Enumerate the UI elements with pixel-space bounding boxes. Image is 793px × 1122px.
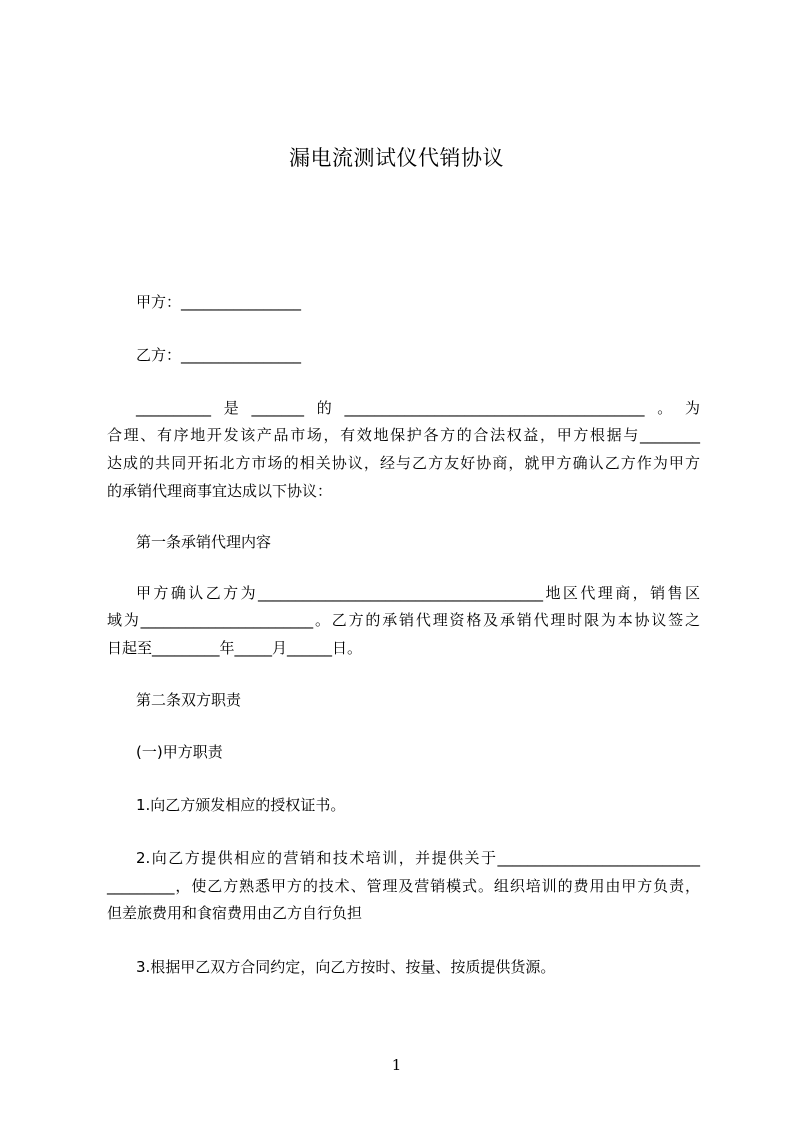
article-1-line-2: 域为_______________________。乙方的承销代理资格及承销代理时限为本协议签之 [107,611,700,629]
article-2-heading: 第二条双方职责 [136,691,242,709]
article-1-heading: 第一条承销代理内容 [136,533,272,551]
duty-item-3: 3.根据甲乙双方合同约定，向乙方按时、按量、按质提供货源。 [136,958,556,976]
intro-line-2: 合理、有序地开发该产品市场，有效地保护各方的合法权益，甲方根据与________ [107,426,700,444]
party-b-line: 乙方：________________ [136,346,302,364]
duty-item-1: 1.向乙方颁发相应的授权证书。 [136,796,346,814]
article-1-line-3: 日起至_________年_____月______日。 [107,639,363,657]
duty-item-2-line-1: 2.向乙方提供相应的营销和技术培训，并提供关于___________________________ [136,849,700,867]
intro-line-3: 达成的共同开拓北方市场的相关协议，经与乙方友好协商，就甲方确认乙方作为甲方 [107,454,700,472]
page-number: 1 [391,1056,402,1074]
article-1-line-1: 甲方确认乙方为______________________________________地区代理商，销售区 [136,584,700,602]
intro-line-1: __________是_______的________________________________________。为 [136,399,700,417]
intro-line-4: 的承销代理商事宜达成以下协议： [107,482,333,500]
document-title: 漏电流测试仪代销协议 [289,146,504,170]
duty-item-2-line-3: 但差旅费用和食宿费用由乙方自行负担 [107,904,363,922]
article-2-subheading: (一)甲方职责 [136,743,223,761]
party-a-line: 甲方：________________ [136,293,302,311]
duty-item-2-line-2: _________，使乙方熟悉甲方的技术、管理及营销模式。组织培训的费用由甲方负责， [107,877,700,895]
